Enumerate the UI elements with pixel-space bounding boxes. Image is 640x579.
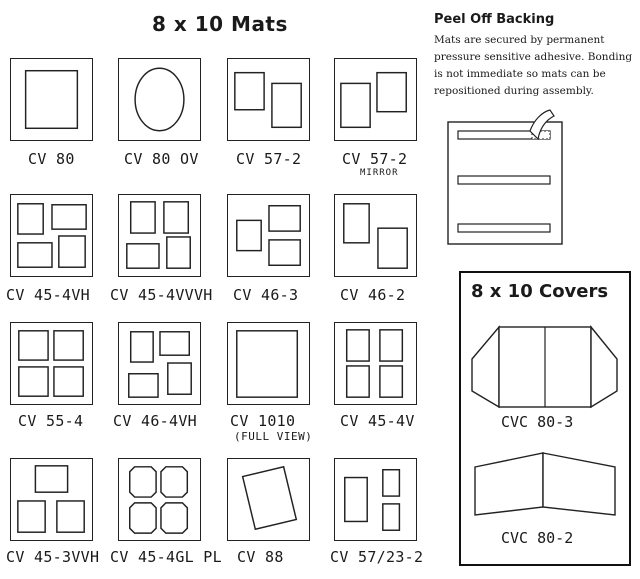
mat-label: CV 46-2 <box>340 286 406 304</box>
mat-label: CV 80 <box>28 150 75 168</box>
mat-cv-88[interactable] <box>227 458 310 541</box>
mat-cv-45-4vvvh[interactable] <box>118 194 201 277</box>
mat-label: CV 46-3 <box>233 286 299 304</box>
mat-cv-46-3[interactable] <box>227 194 310 277</box>
mat-cv-80[interactable] <box>10 58 93 141</box>
mat-window-oval <box>119 59 200 140</box>
peel-off-line: is not immediate so mats can be <box>434 68 606 80</box>
mat-window-two-mixed <box>335 459 416 540</box>
mat-label: CV 88 <box>237 548 284 566</box>
peel-off-line: repositioned during assembly. <box>434 85 594 97</box>
covers-panel <box>459 271 631 566</box>
mat-cv-80-ov[interactable] <box>118 58 201 141</box>
cover-tri-fold-illustration <box>469 323 621 413</box>
mat-label: CV 57-2 <box>236 150 302 168</box>
mat-cv-57-2-mirror[interactable] <box>334 58 417 141</box>
cover-bi-fold-illustration <box>473 449 619 519</box>
mat-label: CV 80 OV <box>124 150 199 168</box>
mat-cv-57-23-2[interactable] <box>334 458 417 541</box>
mat-sublabel: (FULL VIEW) <box>234 430 313 443</box>
mat-sublabel: MIRROR <box>360 168 399 178</box>
mat-label: CV 45-3VVH <box>6 548 100 566</box>
peel-off-backing-diagram <box>446 108 566 246</box>
mat-window-full-view <box>228 323 309 404</box>
mat-window-two-stepped <box>335 195 416 276</box>
mat-cv-57-2[interactable] <box>227 58 310 141</box>
mat-label: CV 45-4VVVH <box>110 286 213 304</box>
mat-window-four-staggered <box>119 323 200 404</box>
mats-section-title: 8 x 10 Mats <box>152 12 288 36</box>
mat-window-two-offset <box>228 59 309 140</box>
mat-label: CV 45-4VH <box>6 286 90 304</box>
mat-cv-45-4v[interactable] <box>334 322 417 405</box>
mat-window-four-vh <box>11 195 92 276</box>
mat-label: CV 57/23-2 <box>330 548 424 566</box>
mat-label: CV 57-2 <box>342 150 408 168</box>
mat-window-four-vertical <box>335 323 416 404</box>
mat-window-three-vvh <box>11 459 92 540</box>
mat-label: CV 45-4V <box>340 412 415 430</box>
peel-off-title: Peel Off Backing <box>434 12 555 27</box>
mat-window-four-octagon <box>119 459 200 540</box>
mat-cv-45-4gl-pl[interactable] <box>118 458 201 541</box>
mat-label: CV 1010 <box>230 412 296 430</box>
cover-label: CVC 80-2 <box>501 529 574 547</box>
mat-cv-1010[interactable] <box>227 322 310 405</box>
mat-window-single <box>11 59 92 140</box>
mat-cv-45-4vh[interactable] <box>10 194 93 277</box>
peel-off-line: Mats are secured by permanent <box>434 34 605 46</box>
mat-cv-45-3vvh[interactable] <box>10 458 93 541</box>
mat-window-three <box>228 195 309 276</box>
peel-off-line: pressure sensitive adhesive. Bonding <box>434 51 633 63</box>
covers-section-title: 8 x 10 Covers <box>471 281 609 302</box>
mat-window-tilted <box>228 459 309 540</box>
peel-off-description <box>434 32 638 100</box>
mat-cv-46-2[interactable] <box>334 194 417 277</box>
mat-label: CV 45-4GL PL <box>110 548 222 566</box>
mat-window-two-mirror <box>335 59 416 140</box>
mat-cv-46-4vh[interactable] <box>118 322 201 405</box>
cover-label: CVC 80-3 <box>501 413 574 431</box>
mat-window-four-grid <box>11 323 92 404</box>
mat-cv-55-4[interactable] <box>10 322 93 405</box>
mat-window-four-vvvh <box>119 195 200 276</box>
mat-label: CV 55-4 <box>18 412 84 430</box>
mat-label: CV 46-4VH <box>113 412 197 430</box>
